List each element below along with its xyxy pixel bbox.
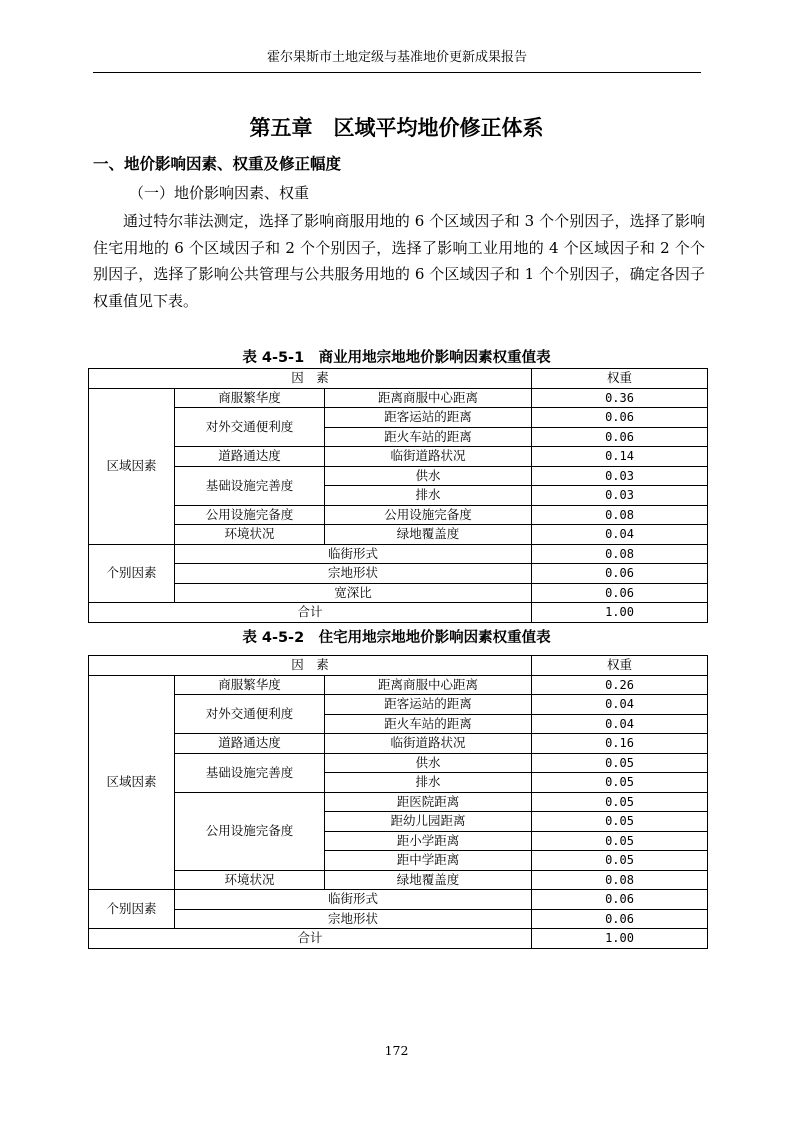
regional-label: 区域因素 [89,388,175,544]
factor-cell: 距火车站的距离 [325,427,532,447]
page-header: 霍尔果斯市土地定级与基准地价更新成果报告 [266,50,527,65]
group-cell: 商服繁华度 [175,675,325,695]
weight-cell: 0.03 [532,466,708,486]
factor-cell: 临街形式 [175,890,532,910]
weight-cell: 0.36 [532,388,708,408]
factor-cell: 距离商服中心距离 [325,388,532,408]
table-header-row [89,656,708,676]
group-cell: 基础设施完善度 [175,466,325,505]
group-cell: 公用设施完备度 [175,505,325,525]
table-row [89,525,708,545]
group-cell: 道路通达度 [175,447,325,467]
weight-cell: 0.08 [532,505,708,525]
table-row [89,792,708,812]
factor-cell: 宗地形状 [175,909,532,929]
factor-cell: 公用设施完备度 [325,505,532,525]
table-row [89,544,708,564]
factor-cell: 距客运站的距离 [325,695,532,715]
table1-caption: 表 4-5-1 商业用地宗地地价影响因素权重值表 [242,350,551,366]
group-cell: 基础设施完善度 [175,753,325,792]
factor-cell: 绿地覆盖度 [325,525,532,545]
header-divider [93,72,701,73]
table-total-row [89,603,708,623]
weight-cell: 0.05 [532,851,708,871]
table-row [89,734,708,754]
table-row [89,695,708,715]
table-row [89,870,708,890]
factor-cell: 距客运站的距离 [325,408,532,428]
header-factor: 因 素 [89,656,532,676]
header-weight: 权重 [532,656,708,676]
weight-cell: 0.04 [532,714,708,734]
table-header-row [89,369,708,389]
weight-cell: 0.05 [532,792,708,812]
factor-cell: 宽深比 [175,583,532,603]
table2-caption: 表 4-5-2 住宅用地宗地地价影响因素权重值表 [242,630,551,646]
total-label: 合计 [89,929,532,949]
factor-cell: 临街道路状况 [325,447,532,467]
total-value: 1.00 [532,603,708,623]
header-weight: 权重 [532,369,708,389]
group-cell: 商服繁华度 [175,388,325,408]
factor-cell: 宗地形状 [175,564,532,584]
factor-cell: 排水 [325,486,532,506]
group-cell: 对外交通便利度 [175,408,325,447]
table2 [88,655,708,949]
factor-cell: 距离商服中心距离 [325,675,532,695]
weight-cell: 0.08 [532,870,708,890]
factor-cell: 绿地覆盖度 [325,870,532,890]
section-title: 一、地价影响因素、权重及修正幅度 [93,155,342,173]
weight-cell: 0.05 [532,773,708,793]
table-row [89,388,708,408]
table1 [88,368,708,623]
weight-cell: 0.03 [532,486,708,506]
weight-cell: 0.05 [532,831,708,851]
factor-cell: 供水 [325,753,532,773]
weight-cell: 0.08 [532,544,708,564]
table-row [89,890,708,910]
page-number: 172 [384,1043,409,1058]
weight-cell: 0.05 [532,812,708,832]
chapter-title: 第五章 区域平均地价修正体系 [249,116,544,140]
weight-cell: 0.06 [532,564,708,584]
subsection-title: （一）地价影响因素、权重 [129,184,310,202]
total-value: 1.00 [532,929,708,949]
weight-cell: 0.26 [532,675,708,695]
group-cell: 道路通达度 [175,734,325,754]
weight-cell: 0.06 [532,890,708,910]
weight-cell: 0.05 [532,753,708,773]
table-total-row [89,929,708,949]
total-label: 合计 [89,603,532,623]
weight-cell: 0.14 [532,447,708,467]
factor-cell: 供水 [325,466,532,486]
factor-cell: 临街道路状况 [325,734,532,754]
weight-cell: 0.04 [532,695,708,715]
individual-label: 个别因素 [89,544,175,603]
factor-cell: 临街形式 [175,544,532,564]
table-row [89,753,708,773]
table-row [89,408,708,428]
body-paragraph: 通过特尔菲法测定，选择了影响商服用地的 6 个区域因子和 3 个个别因子，选择了影响住宅用地的 6 个区域因子和 2 个个别因子，选择了影响工业用地的 4 个区域因子和 2 个个别因子，选择了影响公共管理与公共服务用地的 6 个区域因子和 1 个个别因子，确定各因子权重值见下表。 [93,212,705,311]
group-cell: 环境状况 [175,870,325,890]
weight-cell: 0.04 [532,525,708,545]
weight-cell: 0.06 [532,583,708,603]
table-row [89,909,708,929]
group-cell: 环境状况 [175,525,325,545]
weight-cell: 0.16 [532,734,708,754]
regional-label: 区域因素 [89,675,175,890]
table-row [89,447,708,467]
factor-cell: 距火车站的距离 [325,714,532,734]
group-cell: 对外交通便利度 [175,695,325,734]
header-factor: 因 素 [89,369,532,389]
table-row [89,675,708,695]
factor-cell: 距中学距离 [325,851,532,871]
factor-cell: 排水 [325,773,532,793]
weight-cell: 0.06 [532,427,708,447]
individual-label: 个别因素 [89,890,175,929]
weight-cell: 0.06 [532,909,708,929]
table-row [89,583,708,603]
factor-cell: 距小学距离 [325,831,532,851]
factor-cell: 距幼儿园距离 [325,812,532,832]
table-row [89,466,708,486]
weight-cell: 0.06 [532,408,708,428]
table-row [89,505,708,525]
factor-cell: 距医院距离 [325,792,532,812]
group-cell: 公用设施完备度 [175,792,325,870]
table-row [89,564,708,584]
